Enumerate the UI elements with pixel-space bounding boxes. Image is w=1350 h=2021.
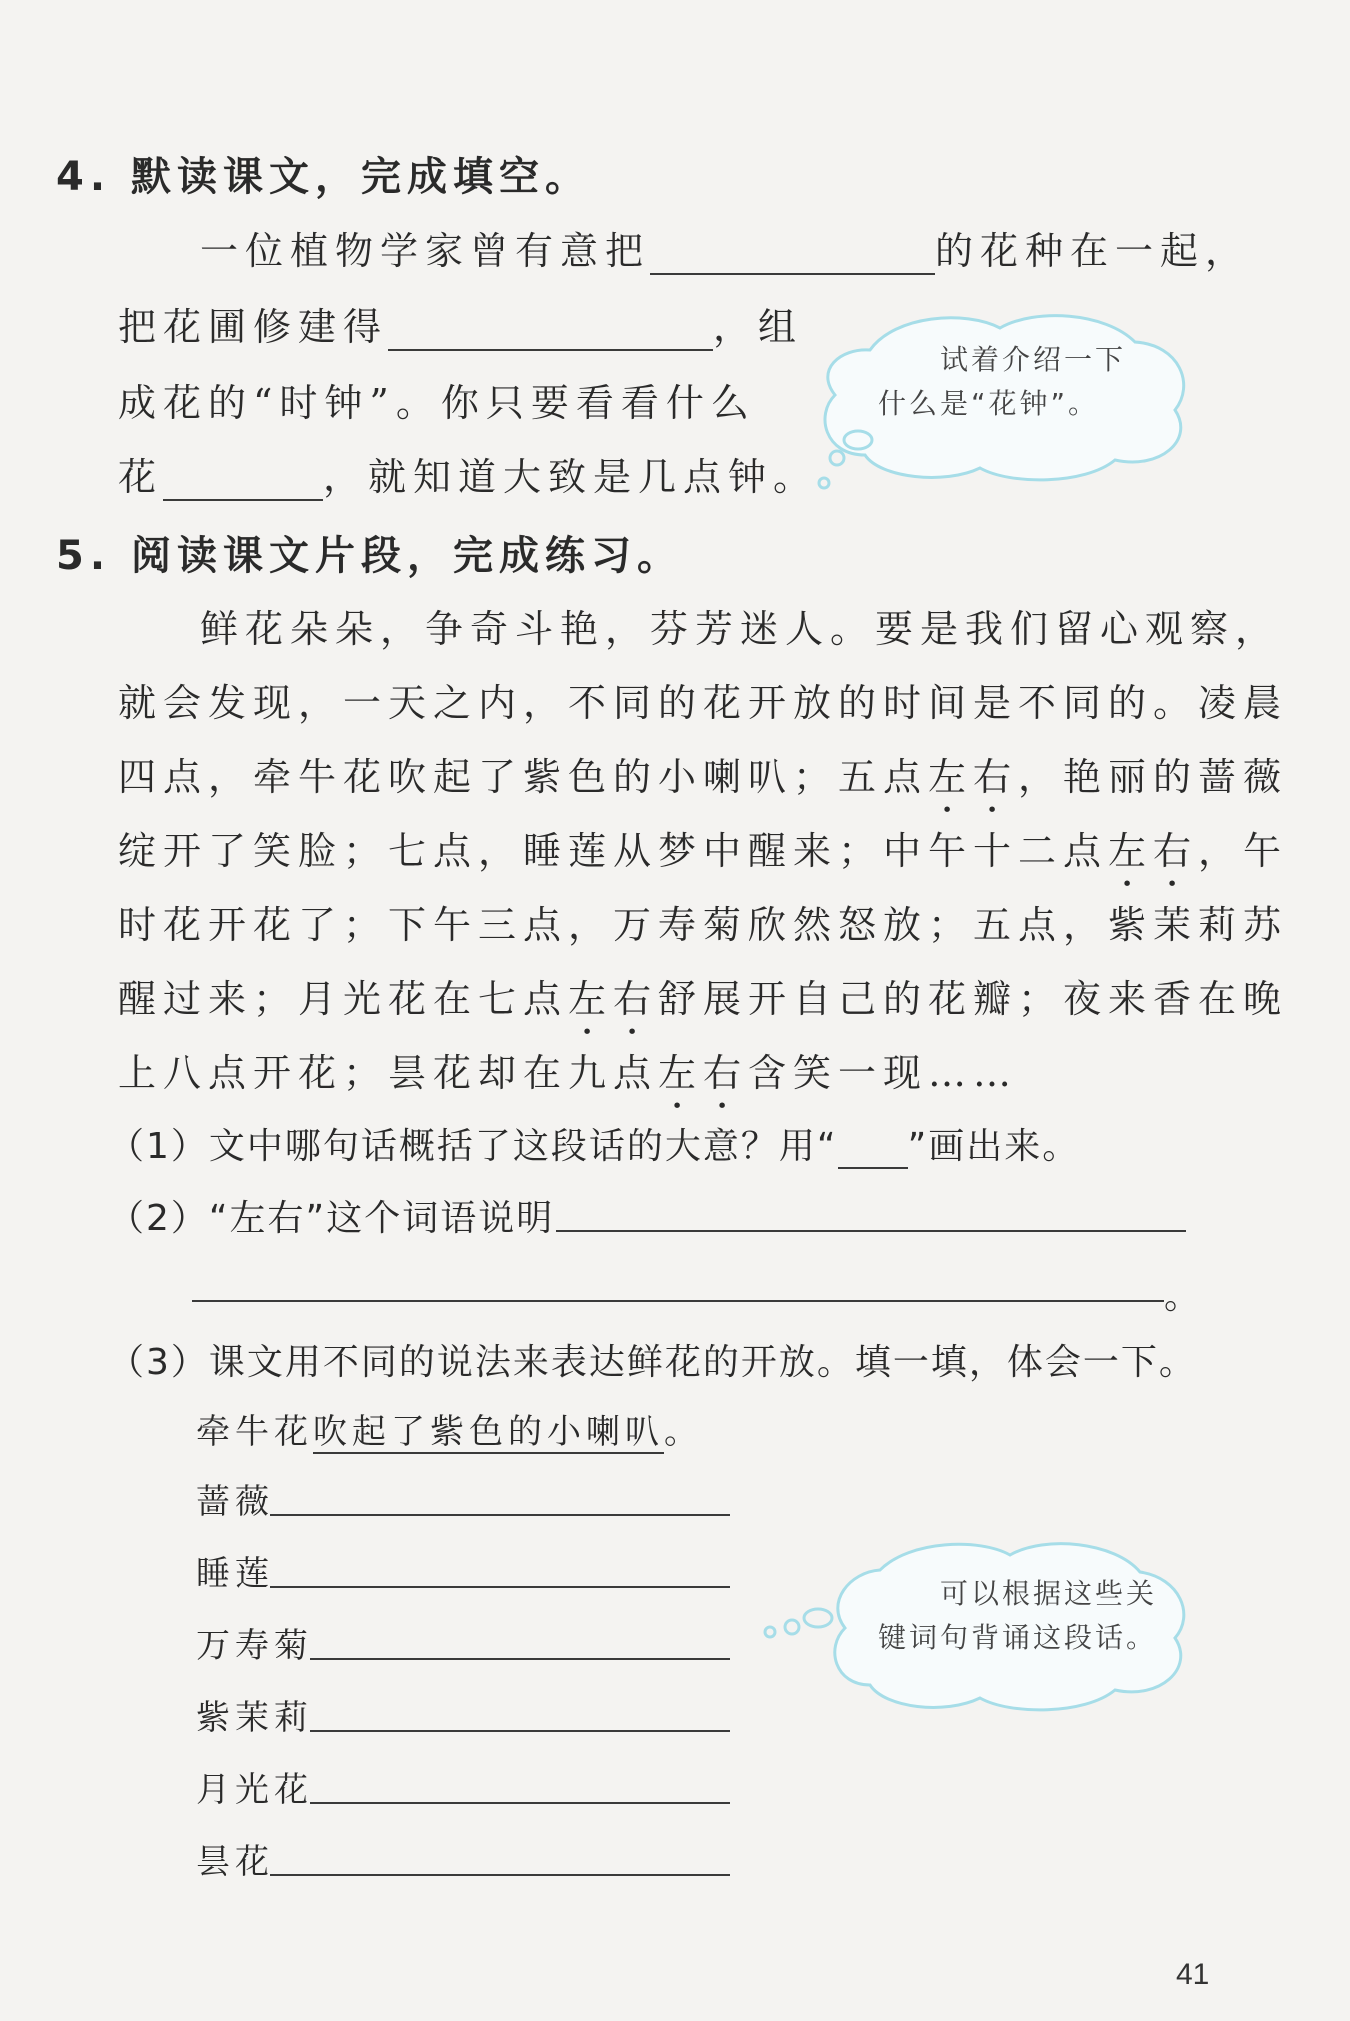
emphasis-zuoyou-2: 左右 xyxy=(1108,829,1199,873)
q5-title: 5. 阅读课文片段，完成练习。 xyxy=(56,533,683,579)
passage-line-4-a: 绽开了笑脸；七点，睡莲从梦中醒来；中午十二点 xyxy=(118,829,1109,873)
subq-1 xyxy=(108,1118,1080,1169)
flower-answer-tanhua[interactable] xyxy=(270,1874,730,1876)
subq-3 xyxy=(108,1334,1197,1385)
example-flower: 牵牛花 xyxy=(196,1412,313,1452)
flower-label-zimoli: 紫茉莉 xyxy=(196,1698,313,1738)
flower-label-wanshouju: 万寿菊 xyxy=(196,1626,313,1666)
subq-1-text-b: ”画出来。 xyxy=(907,1126,1081,1167)
passage-line-7-c: 含笑一现…… xyxy=(748,1051,1019,1095)
emphasis-zuoyou-4: 左右 xyxy=(658,1051,749,1095)
subq-3-text: 课文用不同的说法来表达鲜花的开放。填一填，体会一下。 xyxy=(208,1342,1197,1383)
flower-answer-yueguanghua[interactable] xyxy=(310,1802,730,1804)
tip-cloud-2-line1: 可以根据这些关 xyxy=(940,1577,1158,1610)
subq-2-number: （2） xyxy=(108,1198,209,1239)
page-number: 41 xyxy=(1176,1958,1210,1991)
q4-line1-text-a: 一位植物学家曾有意把 xyxy=(200,229,651,273)
passage-line-3 xyxy=(118,746,1288,821)
tip-cloud-1-line1: 试着介绍一下 xyxy=(940,343,1127,376)
q4-line4 xyxy=(118,446,818,501)
q4-blank-2[interactable] xyxy=(388,315,713,351)
passage-line-6 xyxy=(118,968,1288,1043)
subq-2-answer-line-2[interactable] xyxy=(192,1300,1164,1302)
flower-label-shuilian: 睡莲 xyxy=(196,1554,274,1594)
passage-line-3-a: 四点，牵牛花吹起了紫色的小喇叭；五点 xyxy=(118,755,929,799)
q4-line2-text-b: ，组 xyxy=(713,305,804,349)
passage-line-6-a: 醒过来；月光花在七点 xyxy=(118,977,569,1021)
q4-line1 xyxy=(200,220,1250,275)
q4-line4-text-b: ，就知道大致是几点钟。 xyxy=(323,455,819,499)
passage-line-1: 鲜花朵朵，争奇斗艳，芬芳迷人。要是我们留心观察， xyxy=(200,607,1281,651)
flower-answer-shuilian[interactable] xyxy=(270,1586,730,1588)
flower-label-tanhua: 昙花 xyxy=(196,1842,274,1882)
q4-blank-3[interactable] xyxy=(163,465,323,501)
example-answer: 吹起了紫色的小喇叭 xyxy=(313,1412,664,1452)
emphasis-zuoyou-1: 左右 xyxy=(928,755,1019,799)
passage-line-5: 时花开花了；下午三点，万寿菊欣然怒放；五点，紫茉莉苏 xyxy=(118,903,1289,947)
passage-line-2: 就会发现，一天之内，不同的花开放的时间是不同的。凌晨 xyxy=(118,681,1289,725)
subq-1-number: （1） xyxy=(108,1126,209,1167)
subq-2-period: 。 xyxy=(1164,1276,1203,1317)
passage-line-7-a: 上八点开花；昙花却在九点 xyxy=(118,1051,659,1095)
passage-line-3-c: ，艳丽的蔷薇 xyxy=(1018,755,1289,799)
q4-line2 xyxy=(118,296,803,351)
q4-blank-1[interactable] xyxy=(650,239,935,275)
subq-2 xyxy=(108,1190,554,1241)
passage-line-4 xyxy=(118,820,1288,895)
subq-1-line-mark xyxy=(838,1137,908,1169)
flower-answer-zimoli[interactable] xyxy=(310,1730,730,1732)
tip-cloud-1-line2: 什么是“花钟”。 xyxy=(878,387,1100,420)
q4-line3: 成花的“时钟”。你只要看看什么 xyxy=(118,381,756,425)
passage-line-7 xyxy=(118,1042,1018,1117)
flower-label-yueguanghua: 月光花 xyxy=(196,1770,313,1810)
example-period: 。 xyxy=(664,1412,703,1452)
flower-answer-wanshouju[interactable] xyxy=(310,1658,730,1660)
flower-answer-qiangwei[interactable] xyxy=(270,1514,730,1516)
q4-line4-text-a: 花 xyxy=(118,455,164,499)
subq-1-text-a: 文中哪句话概括了这段话的大意？用“ xyxy=(208,1126,838,1167)
subq-2-text: “左右”这个词语说明 xyxy=(208,1198,555,1239)
subq-3-number: （3） xyxy=(108,1342,209,1383)
example-line xyxy=(196,1404,703,1453)
tip-cloud-2-line2: 键词句背诵这段话。 xyxy=(878,1621,1158,1654)
flower-label-qiangwei: 蔷薇 xyxy=(196,1482,274,1522)
passage-line-4-c: ，午 xyxy=(1198,829,1289,873)
q4-line2-text-a: 把花圃修建得 xyxy=(118,305,389,349)
q4-title: 4. 默读课文，完成填空。 xyxy=(56,154,591,200)
subq-2-answer-line-1[interactable] xyxy=(556,1230,1186,1232)
passage-line-6-c: 舒展开自己的花瓣；夜来香在晚 xyxy=(658,977,1289,1021)
emphasis-zuoyou-3: 左右 xyxy=(568,977,659,1021)
q4-line1-text-b: 的花种在一起， xyxy=(935,229,1251,273)
